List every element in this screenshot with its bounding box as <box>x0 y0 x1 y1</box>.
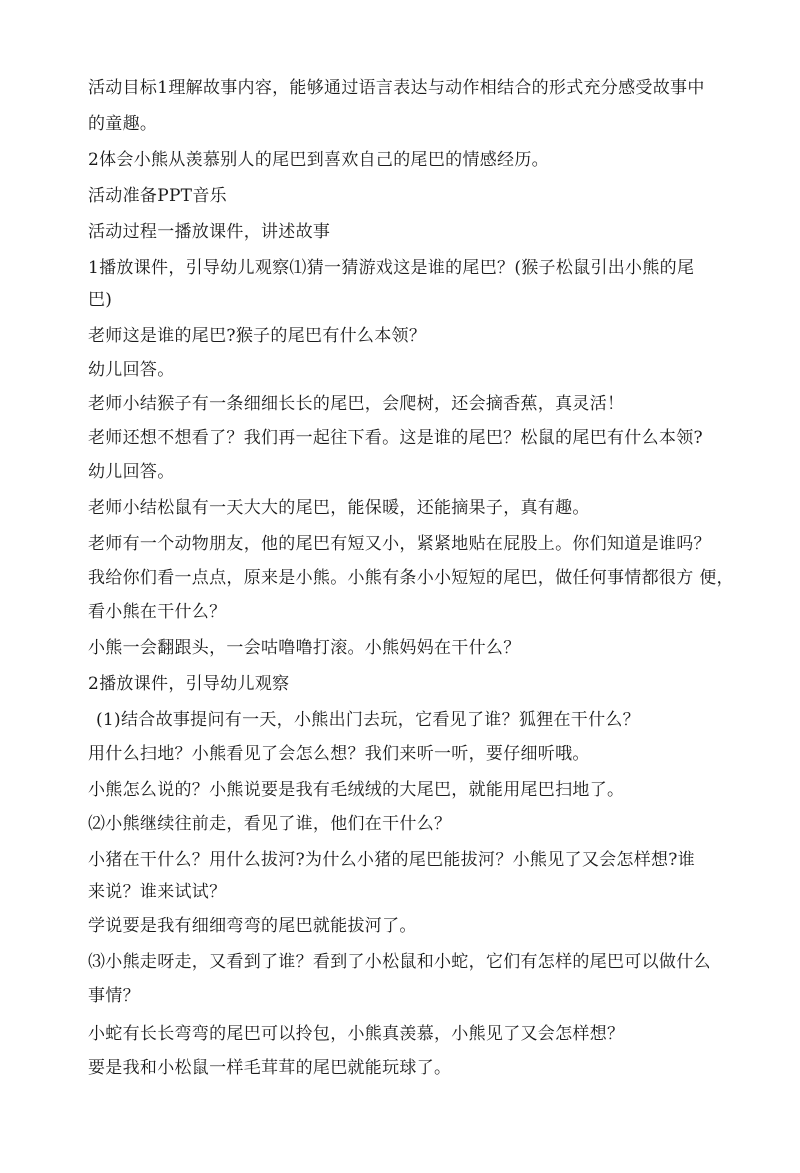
text-line: 我给你们看一点点，原来是小熊。小熊有条小小短短的尾巴，做任何事情都很方 便， <box>88 568 734 588</box>
text-line: 2体会小熊从羡慕别人的尾巴到喜欢自己的尾巴的情感经历。 <box>88 150 549 170</box>
text-line: 来说？谁来试试？ <box>88 882 227 902</box>
text-line: 2播放课件，引导幼儿观察 <box>88 674 290 694</box>
text-line: 小熊怎么说的？小熊说要是我有毛绒绒的大尾巴，就能用尾巴扫地了。 <box>88 780 625 800</box>
text-line: 要是我和小松鼠一样毛茸茸的尾巴就能玩球了。 <box>88 1058 452 1078</box>
text-line: ⑶小熊走呀走，又看到了谁？看到了小松鼠和小蛇，它们有怎样的尾巴可以做什么 <box>88 952 711 972</box>
text-line: 活动过程一播放课件，讲述故事 <box>88 222 331 242</box>
text-line: 用什么扫地？小熊看见了会怎么想？我们来听一听，要仔细听哦。 <box>88 744 590 764</box>
text-line: 幼儿回答。 <box>88 360 175 380</box>
text-line: 小蛇有长长弯弯的尾巴可以拎包，小熊真羡慕，小熊见了又会怎样想？ <box>88 1024 625 1044</box>
text-line: 老师小结猴子有一条细细长长的尾巴，会爬树，还会摘香蕉，真灵活！ <box>88 394 625 414</box>
text-line: 活动目标1理解故事内容，能够通过语言表达与动作相结合的形式充分感受故事中 <box>88 78 705 98</box>
text-line: 老师还想不想看了？我们再一起往下看。这是谁的尾巴？松鼠的尾巴有什么本领? <box>88 428 703 448</box>
text-line: 老师小结松鼠有一天大大的尾巴，能保暖，还能摘果子，真有趣。 <box>88 498 590 518</box>
text-line: 老师有一个动物朋友，他的尾巴有短又小，紧紧地贴在屁股上。你们知道是谁吗？ <box>88 534 711 554</box>
text-line: 看小熊在干什么？ <box>88 602 227 622</box>
text-line: 活动准备PPT音乐 <box>88 186 227 206</box>
text-line: 巴) <box>88 290 113 310</box>
text-line: 老师这是谁的尾巴?猴子的尾巴有什么本领？ <box>88 326 427 346</box>
text-line: 学说要是我有细细弯弯的尾巴就能拔河了。 <box>88 916 417 936</box>
text-line: 小猪在干什么？用什么拔河?为什么小猪的尾巴能拔河？小熊见了又会怎样想?谁 <box>88 850 696 870</box>
text-line: 事情？ <box>88 986 140 1006</box>
text-line: ⑵小熊继续往前走，看见了谁，他们在干什么？ <box>88 814 452 834</box>
text-line: 幼儿回答。 <box>88 462 175 482</box>
text-line: (1)结合故事提问有一天，小熊出门去玩，它看见了谁？狐狸在干什么？ <box>96 710 640 730</box>
text-line: 1播放课件，引导幼儿观察⑴猜一猜游戏这是谁的尾巴？(猴子松鼠引出小熊的尾 <box>88 258 695 278</box>
text-line: 小熊一会翻跟头，一会咕噜噜打滚。小熊妈妈在干什么？ <box>88 638 521 658</box>
text-line: 的童趣。 <box>88 114 158 134</box>
